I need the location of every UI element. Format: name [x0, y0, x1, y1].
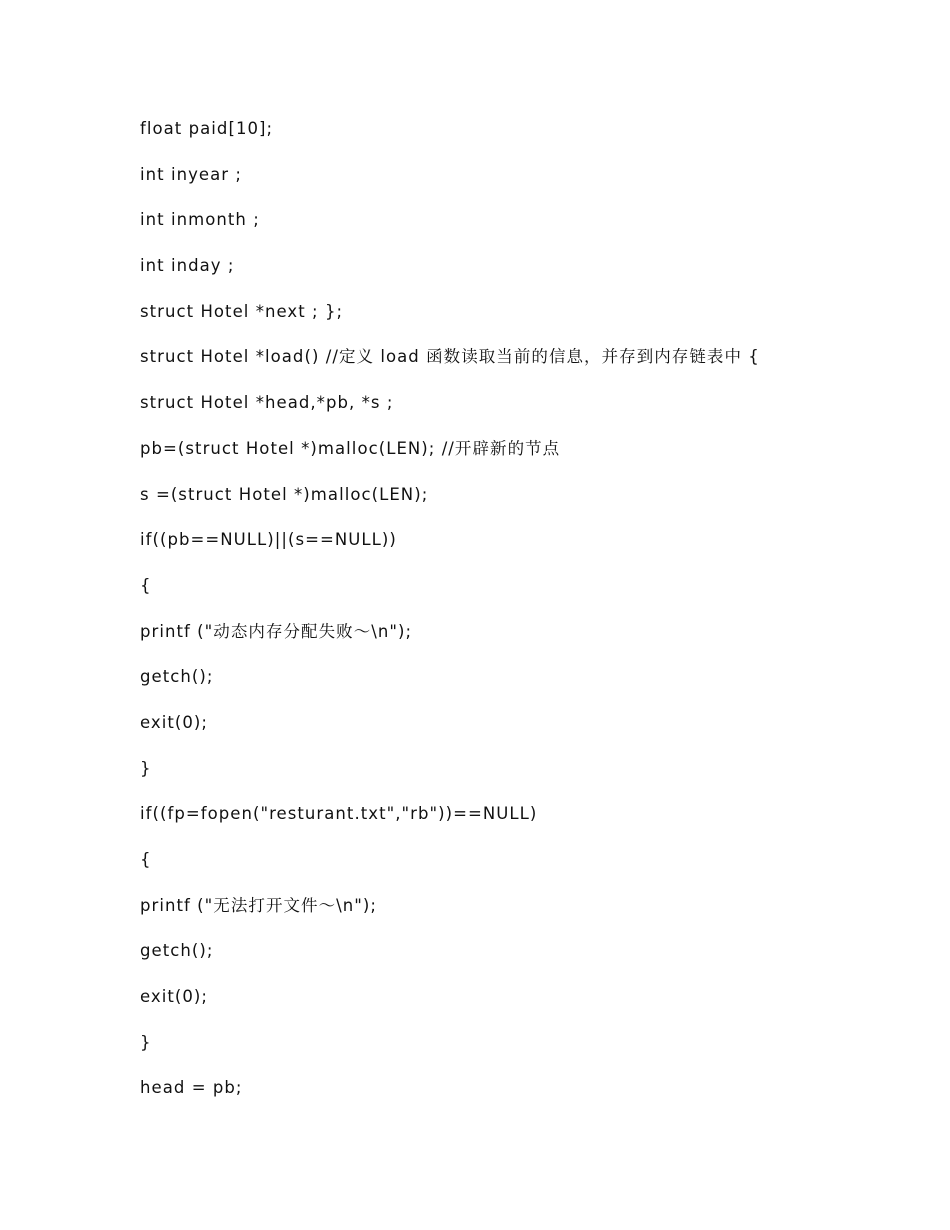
code-line: exit(0); — [140, 987, 209, 1007]
code-line: pb=(struct Hotel *)malloc(LEN); //开辟新的节点 — [140, 438, 561, 458]
code-line: getch(); — [140, 941, 214, 961]
code-line: getch(); — [140, 667, 214, 687]
code-line: if((pb==NULL)||(s==NULL)) — [140, 530, 397, 550]
code-line: struct Hotel *load() //定义 load 函数读取当前的信息，并存到内存链表中 { — [140, 347, 760, 367]
code-line: int inday ; — [140, 256, 235, 276]
code-line: } — [140, 758, 152, 778]
code-line: int inyear ; — [140, 164, 243, 184]
code-line: struct Hotel *head,*pb, *s ; — [140, 393, 394, 413]
code-listing — [140, 116, 840, 1121]
code-line: exit(0); — [140, 712, 209, 732]
code-line: if((fp=fopen("resturant.txt","rb"))==NULL) — [140, 804, 538, 824]
code-line: { — [140, 850, 152, 869]
code-line: int inmonth ; — [140, 210, 260, 230]
code-line: printf ("动态内存分配失败～\n"); — [140, 621, 413, 641]
code-line: { — [140, 575, 152, 595]
code-line: float paid[10]; — [140, 119, 274, 138]
code-line: head = pb; — [140, 1078, 243, 1098]
code-line: printf ("无法打开文件～\n"); — [140, 895, 378, 915]
code-line: s =(struct Hotel *)malloc(LEN); — [140, 484, 429, 504]
code-line: struct Hotel *next ; }; — [140, 301, 344, 321]
code-line: } — [140, 1032, 152, 1052]
